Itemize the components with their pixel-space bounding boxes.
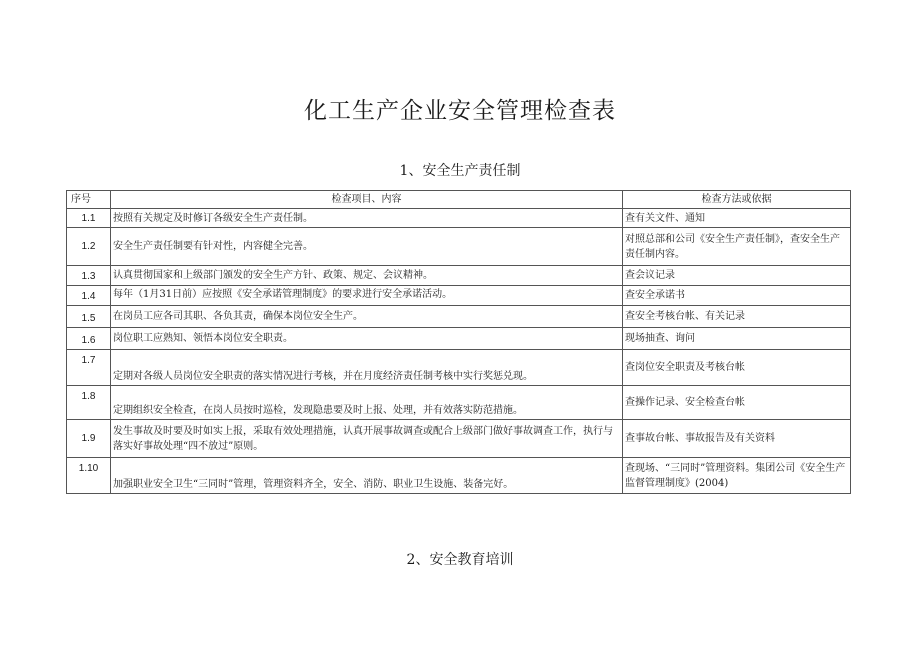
document-title: 化工生产企业安全管理检查表 (304, 98, 616, 124)
row-no: 1.5 (67, 306, 111, 328)
table-row (67, 306, 851, 328)
row-method: 查操作记录、安全检查台帐 (623, 386, 851, 420)
row-no: 1.7 (67, 350, 111, 386)
section-heading-training: 2、安全教育培训 (406, 552, 514, 568)
row-item: 定期组织安全检查，在岗人员按时巡检，发现隐患要及时上报、处理，并有效落实防范措施。 (111, 386, 623, 420)
row-item: 按照有关规定及时修订各级安全生产责任制。 (111, 209, 623, 228)
table-row (67, 209, 851, 228)
row-item: 在岗员工应各司其职、各负其责，确保本岗位安全生产。 (111, 306, 623, 328)
row-no: 1.9 (67, 420, 111, 458)
row-no: 1.10 (67, 458, 111, 494)
row-item: 安全生产责任制要有针对性，内容健全完善。 (111, 228, 623, 266)
section-heading-responsibility: 1、安全生产责任制 (399, 163, 521, 179)
table-header-row (67, 191, 851, 209)
row-item: 认真贯彻国家和上级部门颁发的安全生产方针、政策、规定、会议精神。 (111, 266, 623, 286)
table-row (67, 458, 851, 494)
row-item: 加强职业安全卫生“三同时”管理，管理资料齐全，安全、消防、职业卫生设施、装备完好。 (111, 458, 623, 494)
row-method: 查事故台帐、事故报告及有关资料 (623, 420, 851, 458)
row-no: 1.8 (67, 386, 111, 420)
row-no: 1.4 (67, 286, 111, 306)
row-method: 查安全承诺书 (623, 286, 851, 306)
row-method: 对照总部和公司《安全生产责任制》，查安全生产责任制内容。 (623, 228, 851, 266)
row-item: 岗位职工应熟知、领悟本岗位安全职责。 (111, 328, 623, 350)
row-method: 现场抽查、询问 (623, 328, 851, 350)
table-row (67, 386, 851, 420)
row-no: 1.6 (67, 328, 111, 350)
row-method: 查有关文件、通知 (623, 209, 851, 228)
table-row (67, 286, 851, 306)
header-no: 序号 (67, 191, 111, 209)
row-method: 查岗位安全职责及考核台帐 (623, 350, 851, 386)
table-row (67, 266, 851, 286)
row-no: 1.3 (67, 266, 111, 286)
header-method: 检查方法或依据 (623, 191, 851, 209)
row-item: 发生事故及时要及时如实上报，采取有效处理措施，认真开展事故调查或配合上级部门做好事故调查工作，执行与落实好事故处理“四不放过”原则。 (111, 420, 623, 458)
table-row (67, 350, 851, 386)
table-row (67, 420, 851, 458)
row-method: 查安全考核台帐、有关记录 (623, 306, 851, 328)
row-no: 1.2 (67, 228, 111, 266)
row-item: 每年（1月31日前）应按照《安全承诺管理制度》的要求进行安全承诺活动。 (111, 286, 623, 306)
inspection-table (66, 190, 851, 494)
row-no: 1.1 (67, 209, 111, 228)
row-method: 查会议记录 (623, 266, 851, 286)
table-row (67, 328, 851, 350)
header-item: 检查项目、内容 (111, 191, 623, 209)
row-item: 定期对各级人员岗位安全职责的落实情况进行考核，并在月度经济责任制考核中实行奖惩兑现。 (111, 350, 623, 386)
table-row (67, 228, 851, 266)
row-method: 查现场、“三同时”管理资料。集团公司《安全生产监督管理制度》(2004) (623, 458, 851, 494)
